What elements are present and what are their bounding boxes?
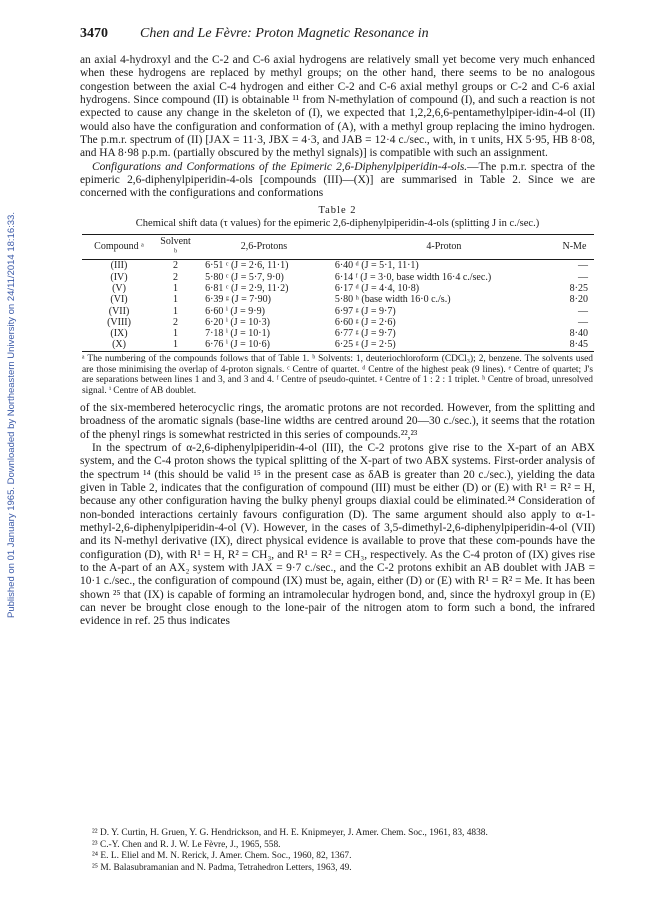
cell-n-me: 8·45	[555, 339, 594, 351]
cell-2-6-protons: 7·18 ⁱ (J = 10·1)	[205, 328, 270, 340]
reference-25: ²⁵ M. Balasubramanian and N. Padma, Tetrahedron Letters, 1963, 49.	[92, 862, 352, 873]
cell-2-6-protons: 6·20 ⁱ (J = 10·3)	[205, 316, 270, 328]
header-4-proton: 4-Proton	[333, 234, 555, 260]
cell-4-proton: 6·40 ᵈ (J = 5·1, 11·1)	[334, 260, 419, 272]
cell-n-me: —	[578, 316, 588, 328]
cell-compound: (IX)	[110, 328, 128, 340]
cell-compound: (VIII)	[107, 316, 131, 328]
table-row	[82, 283, 594, 294]
cell-4-proton: 5·80 ʰ (base width 16·0 c./s.)	[334, 294, 451, 306]
section-paragraph	[80, 161, 595, 201]
cell-compound: (V)	[112, 282, 126, 294]
header-n-me: N-Me	[555, 234, 594, 260]
article-body	[80, 54, 595, 629]
table-row	[82, 328, 594, 339]
header-solvent: Solvent ᵇ	[156, 234, 195, 260]
download-notice: Published on 01 January 1965. Downloaded by Northeastern University on 24/11/2014 18:16:33.	[6, 212, 17, 618]
cell-2-6-protons: 6·51 ᶜ (J = 2·6, 11·1)	[205, 260, 289, 272]
table-row	[82, 294, 594, 305]
cell-n-me: 8·25	[569, 282, 588, 294]
cell-solvent: 2	[173, 260, 179, 272]
cell-solvent: 1	[173, 328, 179, 340]
cell-2-6-protons: 6·39 ᵍ (J = 7·90)	[205, 294, 271, 306]
reference-23: ²³ C.-Y. Chen and R. J. W. Le Fèvre, J., 1965, 558.	[92, 839, 281, 850]
cell-n-me: —	[578, 271, 588, 283]
intro-paragraph: an axial 4-hydroxyl and the C-2 and C-6 axial hydrogens are relatively small yet become very much enhanced when these hydrogens are replaced by methyl groups; on the other hand, there seems to be no analogous congestion between the axial C-4 hydrogen and either C-2 and C-6 axial methyl groups or C-2 and C-6 axial hydrogens. Since compound (II) is obtainable ¹¹ from N-methylation of compound (I), and such a reaction is not expected to cause any change in the skeleton of (I), we expected that 1,2,2,6,6-pentamethylpiper-idin-4-ol (II) would also have the configuration and conformation of (A), with a methyl group replacing the imino hydrogen. The p.m.r. spectrum of (II) [JAX = 11·3, JBX = 4·3, and JAB = 12·4 c./sec., with, in τ units, HX 5·95, HB 8·08, and HA 8·98 p.p.m. (partially obscured by the methyl signals)] is compatible with such an assignment.	[80, 54, 595, 160]
page-header	[80, 24, 595, 42]
table-label: Table 2	[318, 204, 357, 216]
cell-solvent: 1	[173, 282, 179, 294]
cell-2-6-protons: 6·81 ᶜ (J = 2·9, 11·2)	[205, 282, 289, 294]
cell-4-proton: 6·14 ᶠ (J = 3·0, base width 16·4 c./sec.)	[334, 271, 492, 283]
cell-compound: (X)	[82, 339, 156, 351]
cell-compound: (VI)	[110, 294, 128, 306]
table-footnotes: ᵃ The numbering of the compounds follows that of Table 1. ᵇ Solvents: 1, deuteriochloroform (CDCl₃); 2, benzene. The solvents used are those minimising the overlap of 4-proton signals. ᶜ Centre of quartet. ᵈ Centre of the highest peak (9 lines). ᵉ Centre of quartet; J's are separations between lines 1 and 3, and 3 and 4. ᶠ Centre of pseudo-quintet. ᵍ Centre of 1 : 2 : 1 triplet. ʰ Centre of broad, unresolved signal. ⁱ Centre of AB doublet.	[82, 353, 593, 397]
section-text: —The p.m.r. spectra of the epimeric 2,6-diphenylpiperidin-4-ols [compounds (III)—(X)] are summarised in Table 2. Since we are concerned with the configurations and conformations	[80, 160, 595, 200]
cell-4-proton: 6·77 ᵍ (J = 9·7)	[334, 328, 396, 340]
cell-2-6-protons: 6·60 ⁱ (J = 9·9)	[205, 305, 265, 317]
section-heading: Configurations and Conformations of the Epimeric 2,6-Diphenylpiperidin-4-ols.	[92, 160, 468, 173]
header-compound: Compound ᵃ	[82, 234, 156, 260]
cell-solvent: 2	[173, 316, 179, 328]
cell-solvent: 1	[173, 294, 179, 306]
table-row	[82, 260, 594, 272]
cell-compound: (III)	[110, 260, 128, 272]
header-2-6-protons: 2,6-Protons	[195, 234, 333, 260]
cell-4-proton: 6·97 ᵍ (J = 9·7)	[334, 305, 396, 317]
cell-n-me: 8·20	[569, 294, 588, 306]
table-row	[82, 272, 594, 283]
cell-n-me: 8·40	[569, 328, 588, 340]
cell-2-6-protons: 5·80 ᶜ (J = 5·7, 9·0)	[205, 271, 284, 283]
cell-4-proton: 6·60 ᵍ (J = 2·6)	[334, 316, 396, 328]
table-row	[82, 306, 594, 317]
reference-24: ²⁴ E. L. Eliel and M. N. Rerick, J. Amer. Chem. Soc., 1960, 82, 1367.	[92, 851, 352, 862]
main-paragraph: In the spectrum of α-2,6-diphenylpiperidin-4-ol (III), the C-2 protons give rise to the X-part of an ABX system, and the C-4 proton shows the typical splitting of the X-part of two ABX systems. First-order analysis of the spectrum ¹⁴ (this should be valid ¹⁵ in the present case as δAB is greater than 20 c./sec.), yielding the data given in Table 2, indicates that the configuration of compound (III) must be either (D) or (E) with R¹ = R² = H, because any other configuration having the bulky phenyl groups diaxial could be eliminated.²⁴ Consideration of non-bonded interactions certainly favours configuration (D). The same argument should also apply to α-1-methyl-2,6-diphenylpiperidin-4-ol (V). However, in the cases of 3,5-dimethyl-2,6-diphenylpiperidin-4-ol (VII) and its N-methyl derivative (IX), direct physical evidence is available to prove that these com-pounds have the configuration (D), with R¹ = H, R² = CH₃, and R¹ = R² = CH₃, respectively. As the C-4 proton of (IX) gives rise to the A-part of an AX₂ system with JAX = 9·7 c./sec., and the C-2 protons exhibit an AB doublet with JAB = 10·1 c./sec., the configuration of compound (IX) must be, again, either (D) or (E) with R¹ = R² = Me. It has been shown ²⁵ that (IX) is capable of forming an intramolecular hydrogen bond, and, since the hydroxyl group in (E) can never be brought close enough to the lone-pair of the nitrogen atom to form such a bond, the infrared evidence in ref. 25 thus indicates	[80, 441, 595, 628]
cell-solvent: 2	[173, 271, 179, 283]
running-title: Chen and Le Fèvre: Proton Magnetic Resonance in	[140, 26, 429, 41]
table-caption: Chemical shift data (τ values) for the epimeric 2,6-diphenylpiperidin-4-ols (splitting J in c./sec.)	[135, 217, 540, 229]
table-row	[82, 339, 594, 351]
page-number: 3470	[80, 26, 108, 41]
table-header-row	[82, 234, 594, 260]
paragraph-after-table: of the six-membered heterocyclic rings, the aromatic protons are not recorded. However, from the splitting and broadness of the aromatic signals (base-line widths are centred around 20—30 c./sec.), it seems that the rotation of the phenyl rings is somewhat restricted in this series of compounds.²²,²³	[80, 401, 595, 441]
cell-4-proton: 6·25 ᵍ (J = 2·5)	[333, 339, 555, 351]
cell-solvent: 1	[173, 305, 179, 317]
cell-4-proton: 6·17 ᵈ (J = 4·4, 10·8)	[334, 282, 420, 294]
references	[80, 828, 595, 874]
chemical-shift-table	[82, 234, 594, 352]
cell-n-me: —	[578, 260, 588, 272]
table-row	[82, 317, 594, 328]
reference-22: ²² D. Y. Curtin, H. Gruen, Y. G. Hendrickson, and H. E. Knipmeyer, J. Amer. Chem. Soc., 1961, 83, 4838.	[92, 828, 488, 838]
cell-n-me: —	[578, 305, 588, 317]
cell-2-6-protons: 6·76 ⁱ (J = 10·6)	[195, 339, 333, 351]
cell-compound: (IV)	[110, 271, 128, 283]
cell-compound: (VII)	[108, 305, 130, 317]
cell-solvent: 1	[156, 339, 195, 351]
